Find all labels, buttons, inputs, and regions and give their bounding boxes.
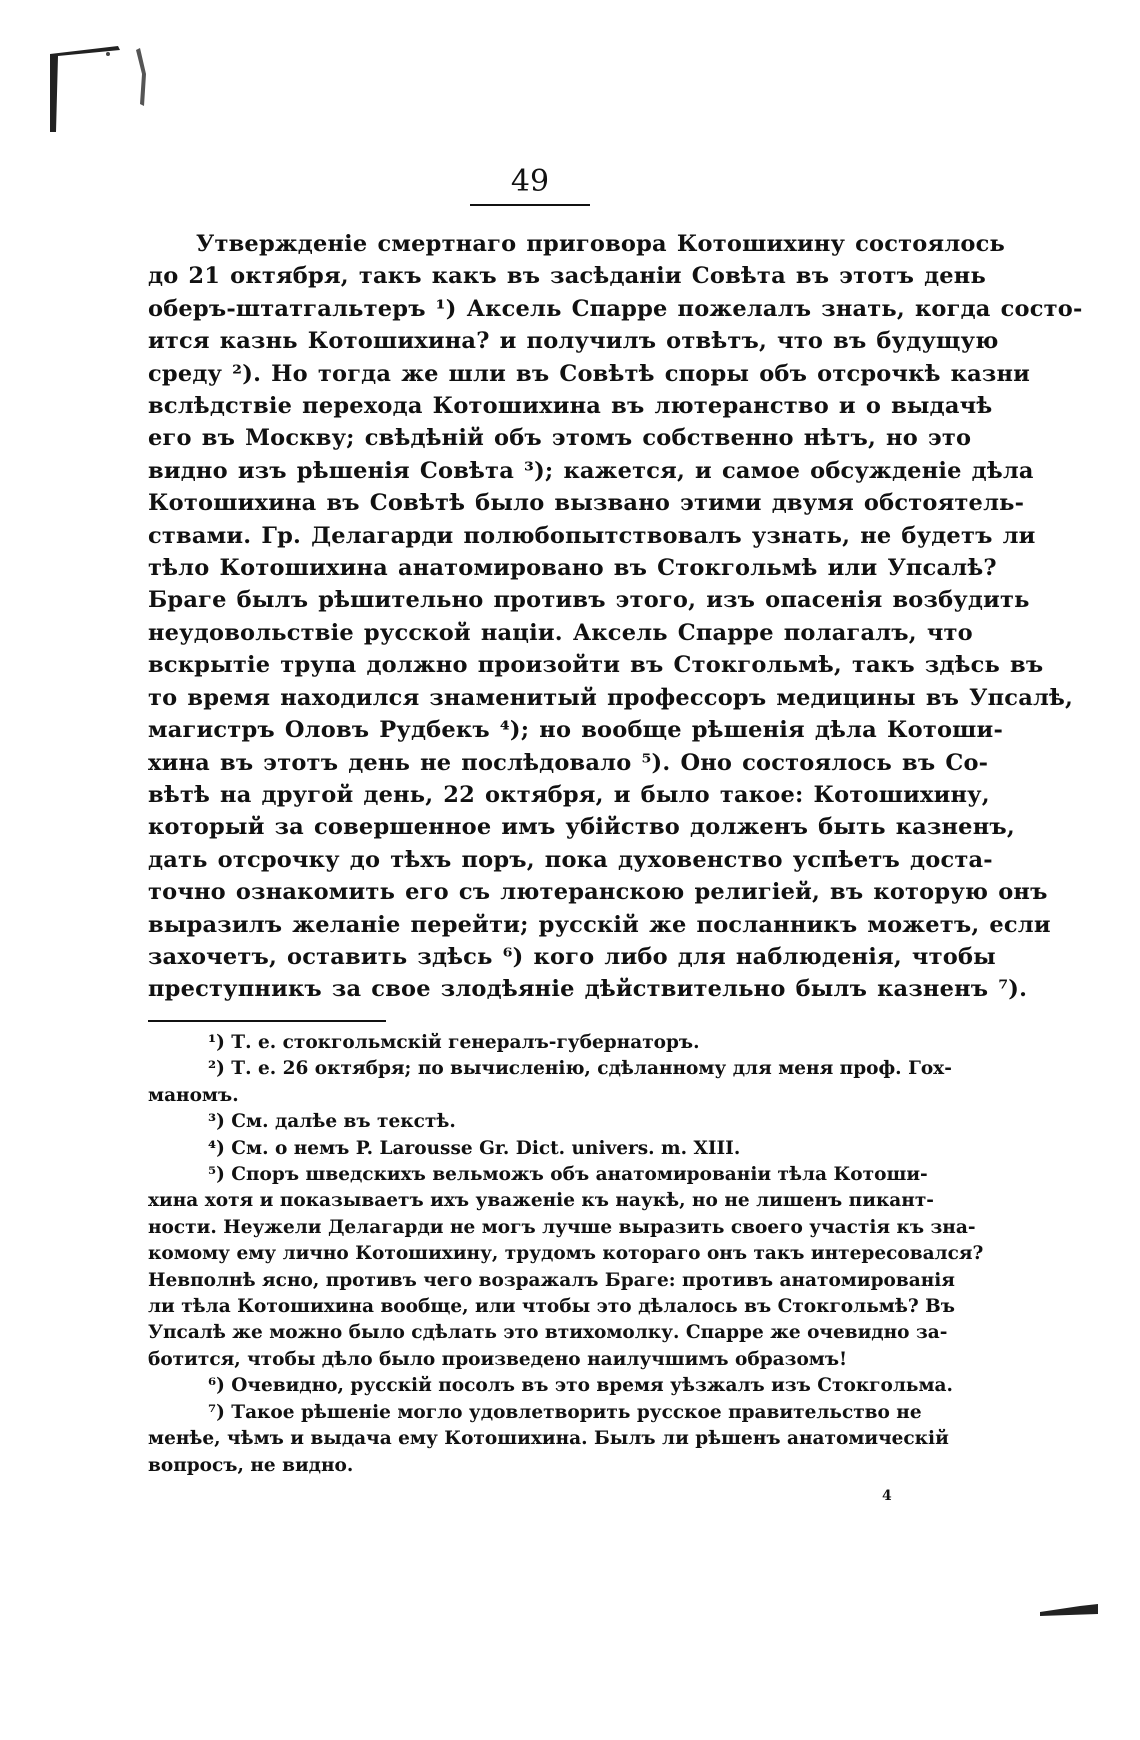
body-line: вскрытіе трупа должно произойти въ Стокгольмѣ, такъ здѣсь въ: [148, 652, 1044, 679]
footnote-line: маномъ.: [148, 1084, 239, 1106]
footnote-line: ⁴) См. о немъ P. Larousse Gr. Dict. univers. m. XIII.: [208, 1137, 741, 1159]
footnote-line: хина хотя и показываетъ ихъ уваженіе къ наукѣ, но не лишенъ пикант-: [148, 1190, 934, 1212]
footnote-line: менѣе, чѣмъ и выдача ему Котошихина. Былъ ли рѣшенъ анатомическій: [148, 1428, 949, 1450]
footnote-line: ⁶) Очевидно, русскій посолъ въ это время уѣзжалъ изъ Стокгольма.: [208, 1375, 953, 1397]
body-line: вслѣдствіе перехода Котошихина въ лютеранство и о выдачѣ: [148, 393, 993, 420]
body-line: его въ Москву; свѣдѣній объ этомъ собственно нѣтъ, но это: [148, 425, 972, 452]
body-line: ствами. Гр. Делагарди полюбопытствовалъ узнать, не будетъ ли: [148, 522, 1036, 549]
footnote-line: Невполнѣ ясно, противъ чего возражалъ Браге: противъ анатомированія: [148, 1269, 955, 1291]
body-line: Котошихина въ Совѣтѣ было вызвано этими двумя обстоятель-: [148, 490, 1025, 517]
body-line: хина въ этотъ день не послѣдовало ⁵). Оно состоялось въ Со-: [148, 749, 989, 776]
page-number: 49: [510, 164, 550, 199]
footnote-line: ботится, чтобы дѣло было произведено наилучшимъ образомъ!: [148, 1348, 848, 1370]
footnote-separator: [148, 1020, 386, 1022]
body-line: который за совершенное имъ убійство долженъ быть казненъ,: [148, 814, 1015, 841]
page-number-rule: [470, 204, 590, 206]
body-line: Утвержденіе смертнаго приговора Котошихину состоялось: [196, 231, 1005, 257]
footnote-line: вопросъ, не видно.: [148, 1454, 354, 1476]
body-line: магистръ Оловъ Рудбекъ ⁴); но вообще рѣшенія дѣла Котоши-: [148, 717, 1003, 744]
footnote-line: ¹) Т. е. стокгольмскій генералъ-губернаторъ.: [208, 1032, 700, 1053]
body-line: тѣло Котошихина анатомировано въ Стокгольмѣ или Упсалѣ?: [148, 555, 997, 582]
signature-mark: 4: [882, 1488, 892, 1504]
scan-smudge-top-left: [48, 44, 168, 134]
body-line: дать отсрочку до тѣхъ поръ, пока духовенство успѣетъ доста-: [148, 846, 993, 873]
footnote-line: ³) См. далѣе въ текстѣ.: [208, 1111, 456, 1133]
body-line: оберъ-штатгальтеръ ¹) Аксель Спарре пожелалъ знать, когда состо-: [148, 295, 1083, 322]
body-line: точно ознакомить его съ лютеранскою религіей, въ которую онъ: [148, 879, 1048, 906]
footnote-line: Упсалѣ же можно было сдѣлать это втихомолку. Спарре же очевидно за-: [148, 1322, 948, 1344]
body-line: ится казнь Котошихина? и получилъ отвѣтъ, что въ будущую: [148, 328, 999, 355]
body-line: видно изъ рѣшенія Совѣта ³); кажется, и самое обсужденіе дѣла: [148, 457, 1034, 484]
body-line: неудовольствіе русской націи. Аксель Спарре полагалъ, что: [148, 619, 973, 646]
body-line: захочетъ, оставить здѣсь ⁶) кого либо для наблюденія, чтобы: [148, 943, 996, 970]
body-line: преступникъ за свое злодѣяніе дѣйствительно былъ казненъ ⁷).: [148, 976, 1028, 1003]
body-line: среду ²). Но тогда же шли въ Совѣтѣ споры объ отсрочкѣ казни: [148, 360, 1031, 387]
footnote-line: ности. Неужели Делагарди не могъ лучше выразить своего участія къ зна-: [148, 1216, 976, 1238]
footnote-line: ⁵) Споръ шведскихъ вельможъ объ анатомированіи тѣла Котоши-: [208, 1164, 928, 1186]
footnotes: [148, 1030, 984, 1479]
footnote-line: ⁷) Такое рѣшеніе могло удовлетворить русское правительство не: [208, 1401, 922, 1423]
body-line: до 21 октября, такъ какъ въ засѣданіи Совѣта въ этотъ день: [148, 263, 986, 290]
body-line: Браге былъ рѣшительно противъ этого, изъ опасенія возбудить: [148, 587, 1030, 614]
main-body-text: [148, 228, 1083, 1006]
body-line: то время находился знаменитый профессоръ медицины въ Упсалѣ,: [148, 684, 1074, 711]
footnote-line: комому ему лично Котошихину, трудомъ котораго онъ такъ интересовался?: [148, 1243, 984, 1265]
footnote-line: ли тѣла Котошихина вообще, или чтобы это дѣлалось въ Стокгольмѣ? Въ: [148, 1296, 955, 1318]
body-line: вѣтѣ на другой день, 22 октября, и было такое: Котошихину,: [148, 781, 990, 808]
scan-smudge-bottom-right: [1040, 1598, 1100, 1618]
footnote-line: ²) Т. е. 26 октября; по вычисленію, сдѣланному для меня проф. Гох-: [208, 1058, 952, 1080]
body-line: выразилъ желаніе перейти; русскій же посланникъ можетъ, если: [148, 911, 1051, 938]
